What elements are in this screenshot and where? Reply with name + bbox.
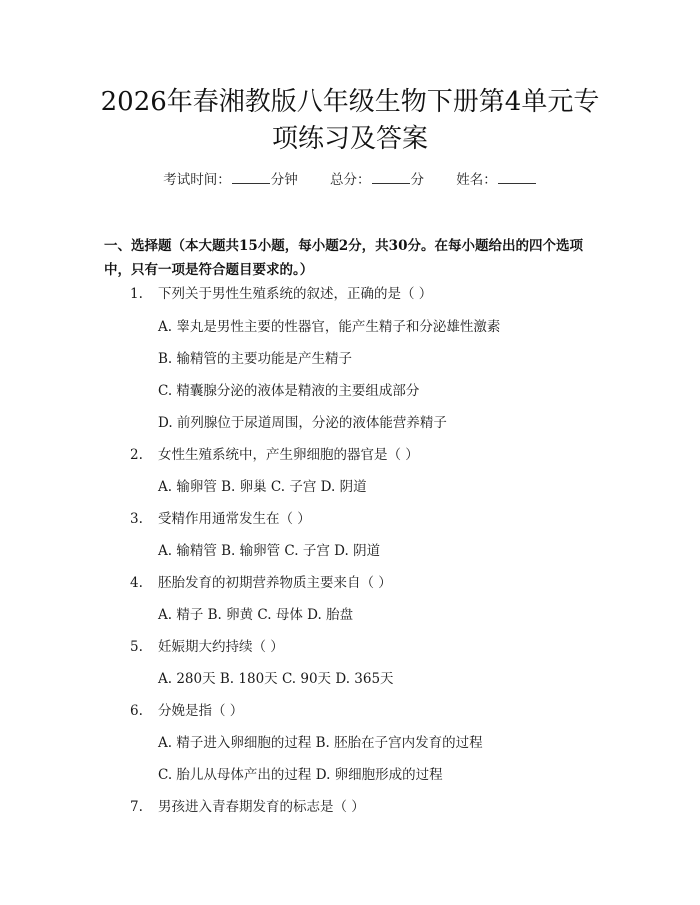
- question-number: 5.: [130, 639, 143, 655]
- question-1-option-c: C. 精囊腺分泌的液体是精液的主要组成部分: [158, 383, 420, 399]
- question-1-option-a: A. 睾丸是男性主要的性器官，能产生精子和分泌雄性激素: [158, 319, 501, 335]
- exam-score: [330, 172, 428, 188]
- question-6-options-ab: A. 精子进入卵细胞的过程 B. 胚胎在子宫内发育的过程: [158, 735, 483, 751]
- score-unit: 分: [410, 172, 424, 188]
- time-unit: 分钟: [270, 172, 298, 188]
- name-blank: [498, 171, 536, 184]
- question-2: [130, 443, 419, 463]
- question-stem: 男孩进入青春期发育的标志是（ ）: [158, 799, 365, 815]
- question-1-option-d: D. 前列腺位于尿道周围，分泌的液体能营养精子: [158, 415, 447, 431]
- question-1-option-b: B. 输精管的主要功能是产生精子: [158, 351, 353, 367]
- question-stem: 妊娠期大约持续（ ）: [158, 639, 284, 655]
- question-3: [130, 507, 311, 527]
- exam-name: [456, 172, 537, 188]
- question-5-options: A. 280天 B. 180天 C. 90天 D. 365天: [158, 671, 394, 687]
- question-number: 1.: [130, 286, 143, 302]
- question-4: [130, 571, 392, 591]
- question-number: 3.: [130, 511, 143, 527]
- question-number: 4.: [130, 575, 143, 591]
- question-2-options: A. 输卵管 B. 卵巢 C. 子宫 D. 阴道: [158, 479, 367, 495]
- exam-time: [163, 172, 302, 188]
- question-stem: 受精作用通常发生在（ ）: [158, 511, 311, 527]
- question-number: 6.: [130, 703, 143, 719]
- question-stem: 分娩是指（ ）: [158, 703, 244, 719]
- question-7: [130, 795, 365, 815]
- time-blank: [232, 171, 270, 184]
- question-stem: 女性生殖系统中，产生卵细胞的器官是（ ）: [158, 447, 419, 463]
- question-3-options: A. 输精管 B. 输卵管 C. 子宫 D. 阴道: [158, 543, 381, 559]
- question-4-options: A. 精子 B. 卵黄 C. 母体 D. 胎盘: [158, 607, 354, 623]
- exam-meta: [0, 168, 700, 188]
- question-number: 2.: [130, 447, 143, 463]
- score-label: 总分：: [330, 172, 371, 188]
- question-5: [130, 635, 284, 655]
- score-blank: [372, 171, 410, 184]
- time-label: 考试时间：: [163, 172, 231, 188]
- question-stem: 下列关于男性生殖系统的叙述，正确的是（ ）: [158, 286, 433, 302]
- section-heading: 一、选择题（本大题共15小题，每小题2分，共30分。在每小题给出的四个选项中，只有一项是符合题目要求的。）: [104, 238, 583, 278]
- question-number: 7.: [130, 799, 143, 815]
- question-stem: 胚胎发育的初期营养物质主要来自（ ）: [158, 575, 392, 591]
- page-title: 2026年春湘教版八年级生物下册第4单元专项练习及答案: [100, 87, 600, 154]
- question-1: [130, 282, 432, 302]
- question-6: [130, 699, 243, 719]
- name-label: 姓名：: [456, 172, 497, 188]
- question-6-options-cd: C. 胎儿从母体产出的过程 D. 卵细胞形成的过程: [158, 767, 443, 783]
